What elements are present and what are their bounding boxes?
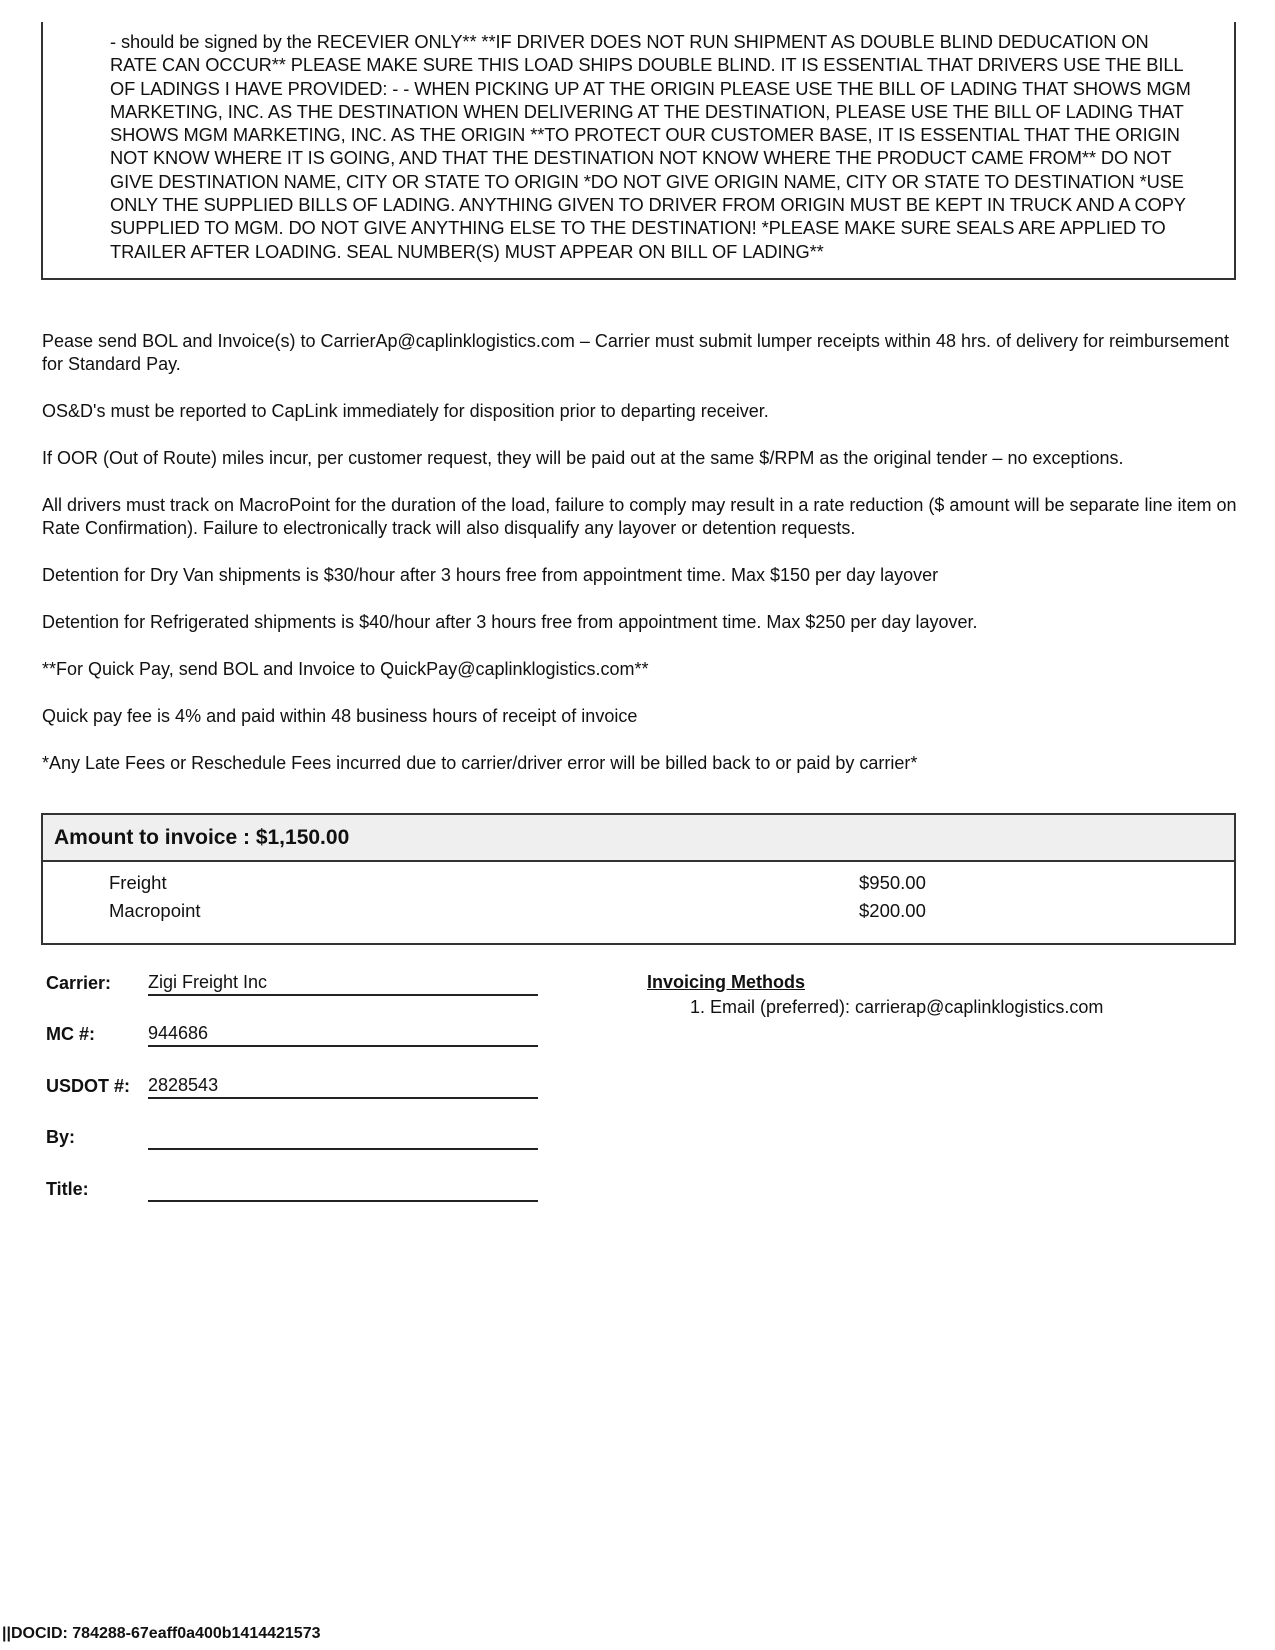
instruction-line: ONLY THE SUPPLIED BILLS OF LADING. ANYTHING GIVEN TO DRIVER FROM ORIGIN MUST BE KEPT IN TRUCK AND A COPY: [110, 194, 1186, 216]
instruction-line: - should be signed by the RECEVIER ONLY** **IF DRIVER DOES NOT RUN SHIPMENT AS DOUBLE BLIND DEDUCATION ON: [110, 31, 1149, 52]
document-id: ||DOCID: 784288-67eaff0a400b1414421573: [2, 1625, 321, 1642]
line-item-label: Freight: [109, 872, 167, 893]
invoicing-method-item: 1. Email (preferred): carrierap@caplinklogistics.com: [690, 997, 1104, 1017]
mc-label: MC #:: [46, 1024, 95, 1044]
note-detention-dry-van: Detention for Dry Van shipments is $30/hour after 3 hours free from appointment time. Max $150 per day layover: [42, 565, 939, 585]
usdot-field[interactable]: 2828543: [148, 1073, 538, 1099]
instruction-line: NOT KNOW WHERE IT IS GOING, AND THAT THE DESTINATION NOT KNOW WHERE THE PRODUCT CAME FROM** DO NOT: [110, 147, 1172, 169]
instruction-line: GIVE DESTINATION NAME, CITY OR STATE TO ORIGIN *DO NOT GIVE ORIGIN NAME, CITY OR STATE TO DESTINATION *USE: [110, 170, 1184, 192]
amount-heading: Amount to invoice : $1,150.00: [43, 815, 1234, 862]
instructions-box: [41, 22, 1236, 280]
mc-field[interactable]: 944686: [148, 1021, 538, 1047]
instruction-line: MARKETING, INC. AS THE DESTINATION WHEN DELIVERING AT THE DESTINATION, PLEASE USE THE BILL OF LADING THAT: [110, 100, 1184, 122]
note-bol-invoice: Pease send BOL and Invoice(s) to CarrierAp@caplinklogistics.com – Carrier must submit lumper receipts within 48 hrs. of delivery for reimbursement for Standard Pay.: [42, 331, 1230, 374]
terms-notes: [42, 330, 1247, 799]
note-quick-pay-fee: Quick pay fee is 4% and paid within 48 business hours of receipt of invoice: [42, 706, 638, 726]
by-field[interactable]: [148, 1124, 538, 1150]
instruction-line: TRAILER AFTER LOADING. SEAL NUMBER(S) MUST APPEAR ON BILL OF LADING**: [110, 240, 824, 262]
invoicing-methods-list: [690, 997, 1103, 1018]
amount-to-invoice-box: [41, 813, 1236, 945]
by-label: By:: [46, 1127, 76, 1147]
instruction-line: SUPPLIED TO MGM. DO NOT GIVE ANYTHING ELSE TO THE DESTINATION! *PLEASE MAKE SURE SEALS ARE APPLIED TO: [110, 217, 1166, 239]
instruction-line: RATE CAN OCCUR** PLEASE MAKE SURE THIS LOAD SHIPS DOUBLE BLIND. IT IS ESSENTIAL THAT DRIVERS USE THE BILL: [110, 54, 1184, 76]
instruction-line: OF LADINGS I HAVE PROVIDED: - - WHEN PICKING UP AT THE ORIGIN PLEASE USE THE BILL OF LADING THAT SHOWS MGM: [110, 77, 1191, 99]
line-item-amount: $950.00: [859, 872, 926, 893]
note-oor: If OOR (Out of Route) miles incur, per customer request, they will be paid out at the same $/RPM as the original tender – no exceptions.: [42, 448, 1124, 468]
invoicing-methods-title: Invoicing Methods: [647, 972, 806, 992]
instructions-text: [110, 30, 1220, 263]
line-item-amount: $200.00: [859, 900, 926, 921]
line-item-label: Macropoint: [109, 900, 201, 921]
title-field[interactable]: [148, 1176, 538, 1202]
note-detention-refrigerated: Detention for Refrigerated shipments is $40/hour after 3 hours free from appointment time. Max $250 per day layover.: [42, 612, 978, 632]
carrier-label: Carrier:: [46, 973, 112, 993]
carrier-field[interactable]: Zigi Freight Inc: [148, 970, 538, 996]
title-label: Title:: [46, 1179, 89, 1199]
note-late-fees: *Any Late Fees or Reschedule Fees incurred due to carrier/driver error will be billed back to or paid by carrier*: [42, 753, 918, 773]
note-quick-pay: **For Quick Pay, send BOL and Invoice to QuickPay@caplinklogistics.com**: [42, 659, 649, 679]
usdot-label: USDOT #:: [46, 1076, 131, 1096]
instruction-line: SHOWS MGM MARKETING, INC. AS THE ORIGIN **TO PROTECT OUR CUSTOMER BASE, IT IS ESSENTIAL THAT THE ORIGIN: [110, 124, 1180, 146]
note-osd: OS&D's must be reported to CapLink immediately for disposition prior to departing receiver.: [42, 401, 769, 421]
note-macropoint: All drivers must track on MacroPoint for the duration of the load, failure to comply may result in a rate reduction ($ amount will be separate line item on Rate Confirmation). Failure to electronically track will also disqualify any layover or detention requests.: [42, 495, 1237, 538]
